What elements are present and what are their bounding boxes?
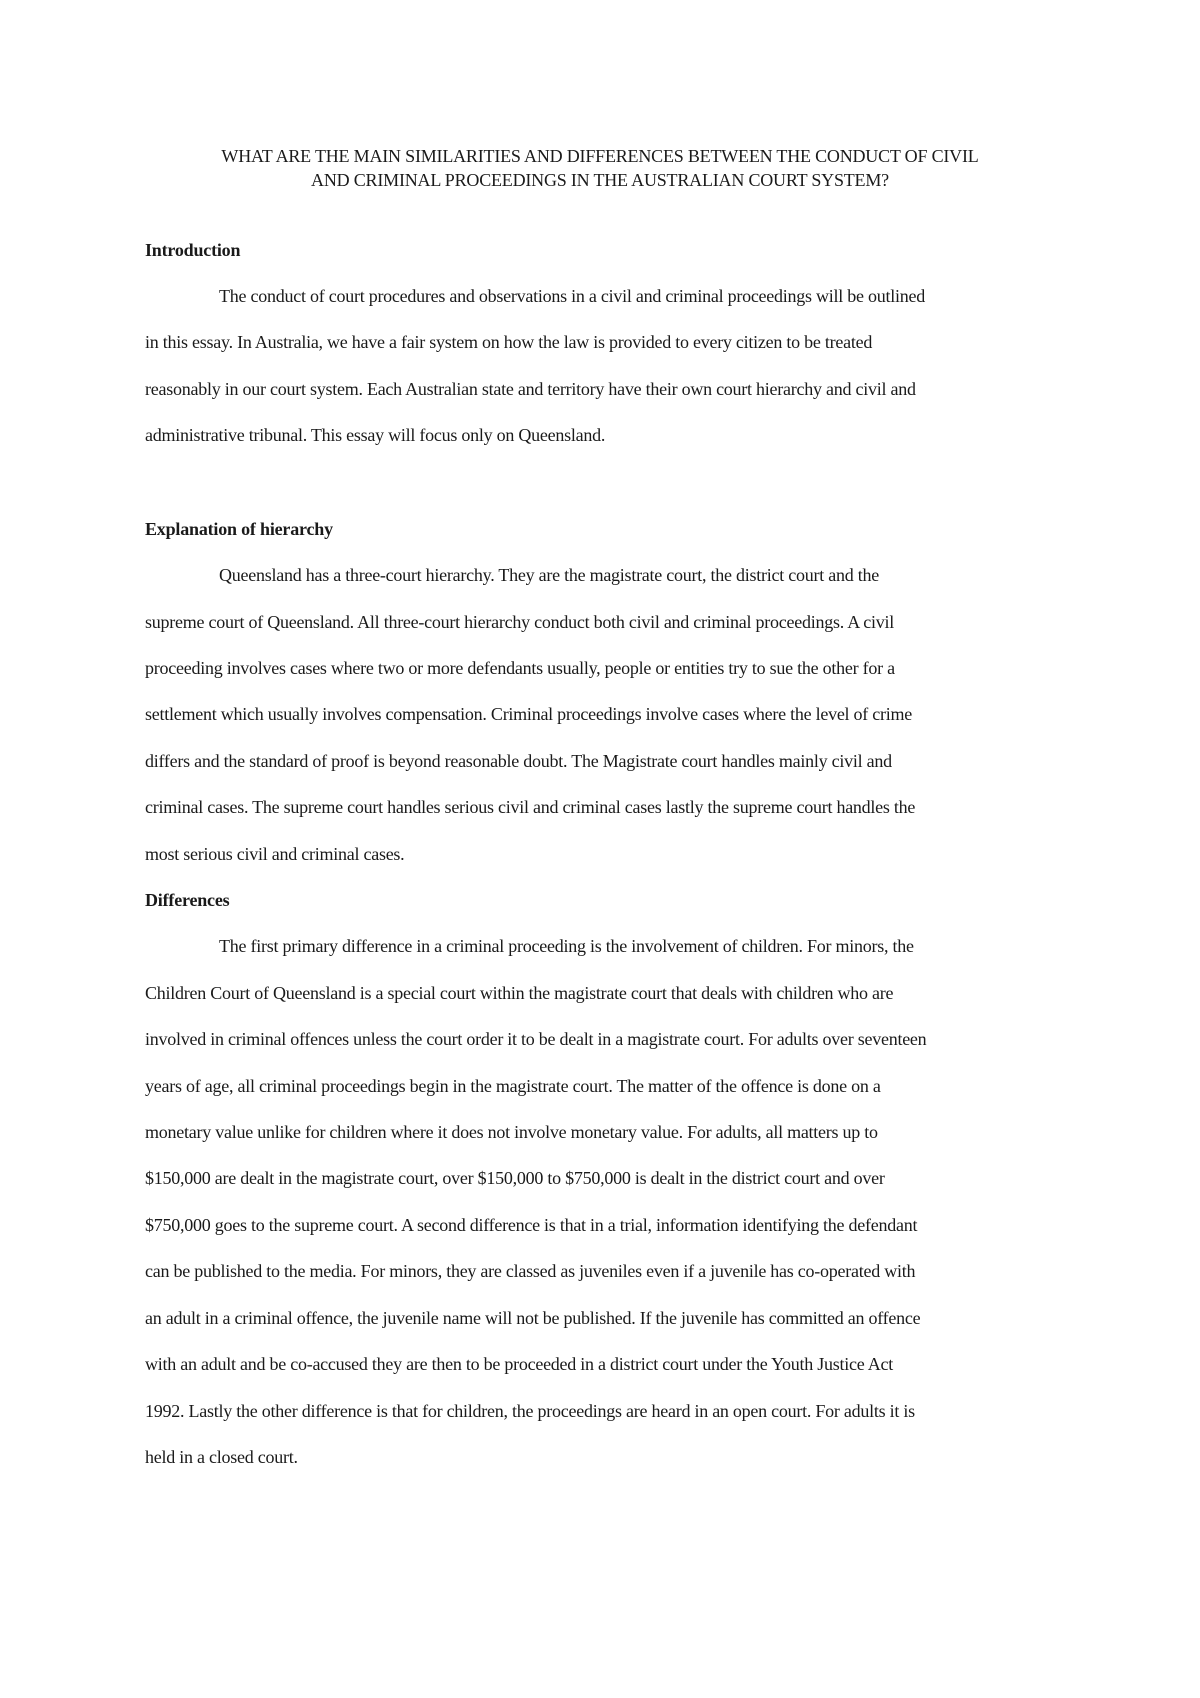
paragraph-line: Queensland has a three-court hierarchy. They are the magistrate court, the district court and the xyxy=(219,565,879,585)
heading-differences: Differences xyxy=(145,890,230,910)
paragraph-line: The first primary difference in a criminal proceeding is the involvement of children. For minors, the xyxy=(219,936,914,956)
paragraph-line: can be published to the media. For minors, they are classed as juveniles even if a juvenile has co-operated with xyxy=(145,1261,916,1281)
paragraph-line: an adult in a criminal offence, the juvenile name will not be published. If the juvenile has committed an offence xyxy=(145,1308,921,1328)
paragraph-line: involved in criminal offences unless the court order it to be dealt in a magistrate court. For adults over seventeen xyxy=(145,1029,927,1049)
paragraph-line: The conduct of court procedures and observations in a civil and criminal proceedings will be outlined xyxy=(219,286,926,306)
paragraph-line: with an adult and be co-accused they are then to be proceeded in a district court under the Youth Justice Act xyxy=(145,1354,894,1374)
paragraph-line: in this essay. In Australia, we have a fair system on how the law is provided to every citizen to be treated xyxy=(145,332,873,352)
heading-explanation-of-hierarchy: Explanation of hierarchy xyxy=(145,519,333,539)
heading-introduction: Introduction xyxy=(145,240,241,260)
paragraph-line: differs and the standard of proof is beyond reasonable doubt. The Magistrate court handles mainly civil and xyxy=(145,751,892,771)
paragraph-line: criminal cases. The supreme court handles serious civil and criminal cases lastly the supreme court handles the xyxy=(145,797,916,817)
paragraph-line: 1992. Lastly the other difference is that for children, the proceedings are heard in an open court. For adults it is xyxy=(145,1401,915,1421)
essay-title-line-2: AND CRIMINAL PROCEEDINGS IN THE AUSTRALIAN COURT SYSTEM? xyxy=(311,170,889,190)
paragraph-line: years of age, all criminal proceedings begin in the magistrate court. The matter of the offence is done on a xyxy=(145,1076,881,1096)
paragraph-line: supreme court of Queensland. All three-court hierarchy conduct both civil and criminal proceedings. A civil xyxy=(145,612,895,632)
essay-title-line-1: WHAT ARE THE MAIN SIMILARITIES AND DIFFERENCES BETWEEN THE CONDUCT OF CIVIL xyxy=(221,146,979,166)
paragraph-line: $150,000 are dealt in the magistrate court, over $150,000 to $750,000 is dealt in the district court and over xyxy=(145,1168,885,1188)
essay-title xyxy=(130,144,1070,192)
paragraph-line: administrative tribunal. This essay will focus only on Queensland. xyxy=(145,425,606,445)
paragraph-line: Children Court of Queensland is a special court within the magistrate court that deals with children who are xyxy=(145,983,894,1003)
paragraph-line: settlement which usually involves compensation. Criminal proceedings involve cases where the level of crime xyxy=(145,704,913,724)
paragraph-line: reasonably in our court system. Each Australian state and territory have their own court hierarchy and civil and xyxy=(145,379,916,399)
paragraph-line: held in a closed court. xyxy=(145,1447,298,1467)
paragraph-line: most serious civil and criminal cases. xyxy=(145,844,405,864)
paragraph-line: monetary value unlike for children where it does not involve monetary value. For adults, all matters up to xyxy=(145,1122,878,1142)
paragraph-line: proceeding involves cases where two or more defendants usually, people or entities try to sue the other for a xyxy=(145,658,895,678)
paragraph-line: $750,000 goes to the supreme court. A second difference is that in a trial, information identifying the defendant xyxy=(145,1215,918,1235)
